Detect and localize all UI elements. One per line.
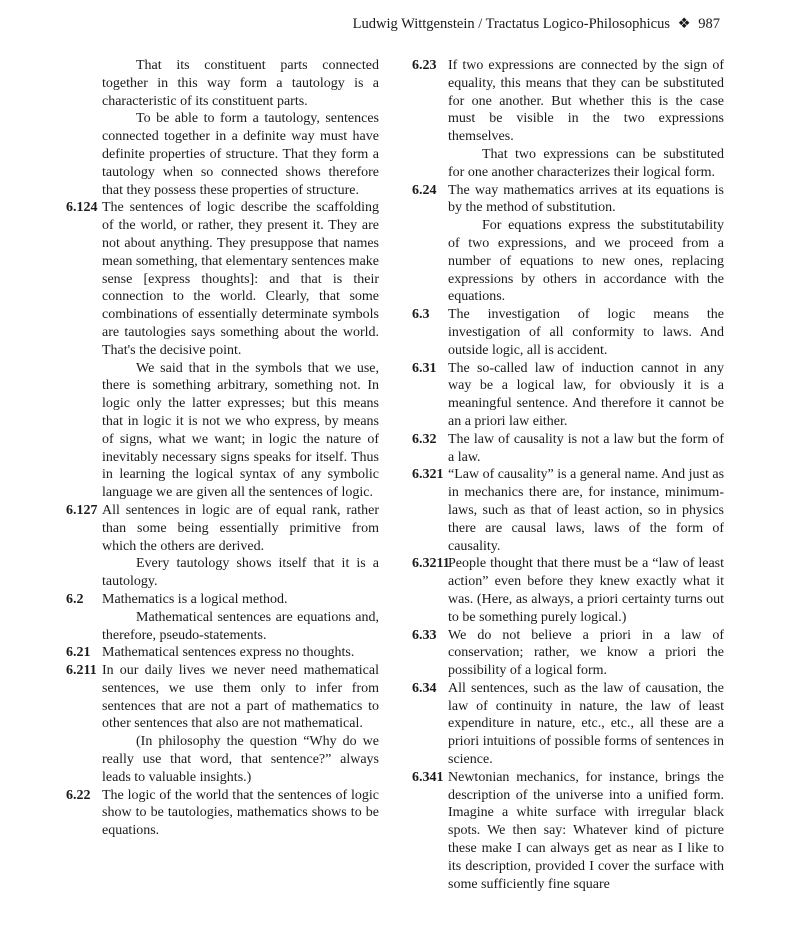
continuation-paragraph: We said that in the symbols that we use, there is something arbitrary, something not. In logic only the latter expresses; but this means that in logic it is not we who express, by means of signs, what we want; in logic the nature of inevitably necessary signs speaks for itself. Thus in learning the logical syntax of any symbolic language we are given all the sentences of logic. (102, 360, 379, 501)
page-number: 987 (698, 16, 720, 32)
header-author: Ludwig Wittgenstein (352, 16, 475, 32)
continuation-paragraph: That its constituent parts connected together in this way form a tautology is a characteristic of its constituent parts. (102, 58, 379, 109)
paragraph-number: 6.211 (66, 663, 97, 679)
continuation-paragraph: Mathematical sentences are equations and, therefore, pseudo-statements. (102, 609, 379, 643)
numbered-paragraph (412, 57, 724, 146)
paragraph-number: 6.21 (66, 645, 91, 661)
numbered-paragraph (412, 627, 724, 680)
left-column (66, 57, 379, 840)
paragraph-text: All sentences, such as the law of causation, the law of continuity in nature, the law of least expenditure in nature, etc., etc., all these are a priori intuitions of possible forms of sentences in science. (448, 680, 724, 768)
numbered-paragraph (66, 591, 379, 609)
paragraph-text: “Law of causality” is a general name. And just as in mechanics there are, for instance, minimum-laws, such as that of least action, so in physics there are causal laws, laws of the form of causality. (448, 467, 725, 554)
numbered-paragraph (412, 680, 724, 769)
paragraph-number: 6.3 (412, 307, 430, 323)
paragraph-text: Newtonian mechanics, for instance, brings the description of the universe into a unified form. Imagine a white surface with irregular black spots. We then say: Whatever kind of picture these make I can always get as near as I like to its description, provided I cover the surface with some sufficiently fine square (448, 769, 724, 892)
paragraph-text: The way mathematics arrives at its equations is by the method of substitution. (448, 182, 724, 216)
continuation-paragraph: That two expressions can be substituted for one another characterizes their logical form. (448, 146, 724, 180)
paragraph-number: 6.24 (412, 182, 437, 198)
paragraph-text: The sentences of logic describe the scaffolding of the world, or rather, they present it. They are not about anything. They presuppose that names mean something, that elementary sentences make sense [express thoughts]: and that is their connection to the world. Clearly, that some combinations of essentially determinate symbols are tautologies says something about the world. That's the decisive point. (102, 200, 379, 358)
numbered-paragraph (66, 502, 379, 555)
continuation-paragraph: For equations express the substitutability of two expressions, and we proceed from a number of equations to new ones, replacing expressions by others in accordance with the equations. (448, 218, 724, 305)
numbered-paragraph (412, 182, 724, 218)
paragraph-text: People thought that there must be a “law of least action” even before they knew exactly what it was. (Here, as always, a priori certainty turns out to be something purely logical.) (448, 556, 724, 625)
paragraph-number: 6.124 (66, 200, 98, 216)
continuation-paragraph: Every tautology shows itself that it is a tautology. (102, 556, 379, 590)
paragraph-text: All sentences in logic are of equal rank, rather than some being essentially primitive from which the others are derived. (102, 502, 379, 554)
continuation-paragraph: To be able to form a tautology, sentences connected together in a definite way must have definite properties of structure. That they form a tautology when so connected shows therefore that they possess these properties of structure. (102, 111, 379, 198)
paragraph-number: 6.23 (412, 58, 437, 73)
paragraph-number: 6.22 (66, 787, 91, 803)
paragraph-number: 6.32 (412, 431, 437, 447)
numbered-paragraph (412, 555, 724, 626)
paragraph-text: Mathematical sentences express no thoughts. (102, 645, 355, 661)
numbered-paragraph (412, 431, 724, 467)
paragraph-text: The investigation of logic means the investigation of all conformity to laws. And outside logic, all is accident. (448, 307, 724, 358)
numbered-paragraph (412, 360, 724, 431)
paragraph-text: We do not believe a priori in a law of conservation; rather, we know a priori the possibility of a logical form. (448, 627, 724, 679)
numbered-paragraph (412, 306, 724, 359)
header-title: Tractatus Logico-Philosophicus (485, 16, 670, 32)
paragraph-number: 6.33 (412, 627, 437, 643)
paragraph-text: The so-called law of induction cannot in any way be a logical law, for obviously it is a meaningful sentence. And therefore it cannot be an a priori law either. (448, 360, 724, 429)
numbered-paragraph (66, 199, 379, 359)
paragraph-text: In our daily lives we never need mathematical sentences, we use them only to infer from sentences that are not a part of mathematics to other sentences that also are not mathematical. (102, 663, 379, 732)
paragraph-number: 6.127 (66, 502, 98, 518)
paragraph-number: 6.341 (412, 769, 444, 785)
numbered-paragraph (412, 769, 724, 894)
numbered-paragraph (66, 787, 379, 840)
numbered-paragraph (412, 466, 724, 555)
paragraph-number: 6.31 (412, 360, 437, 376)
paragraph-text: The law of causality is not a law but the form of a law. (448, 431, 724, 465)
continuation-paragraph: (In philosophy the question “Why do we really use that word, that sentence?” always leads to valuable insights.) (102, 734, 379, 785)
header-separator: / (478, 16, 483, 32)
numbered-paragraph (66, 644, 379, 662)
paragraph-number: 6.2 (66, 591, 84, 607)
paragraph-text: If two expressions are connected by the sign of equality, this means that they can be substituted for one another. But whether this is the case must be visible in the two expressions themselves. (448, 58, 724, 145)
paragraph-number: 6.321 (412, 467, 444, 483)
ornament-icon: ❖ (677, 16, 691, 32)
right-column (412, 57, 724, 893)
numbered-paragraph (66, 662, 379, 733)
paragraph-text: The logic of the world that the sentences of logic show to be tautologies, mathematics shows to be equations. (102, 787, 379, 839)
paragraph-number: 6.3211 (412, 556, 450, 572)
paragraph-text: Mathematics is a logical method. (102, 591, 288, 607)
paragraph-number: 6.34 (412, 680, 437, 696)
running-header (353, 16, 720, 33)
